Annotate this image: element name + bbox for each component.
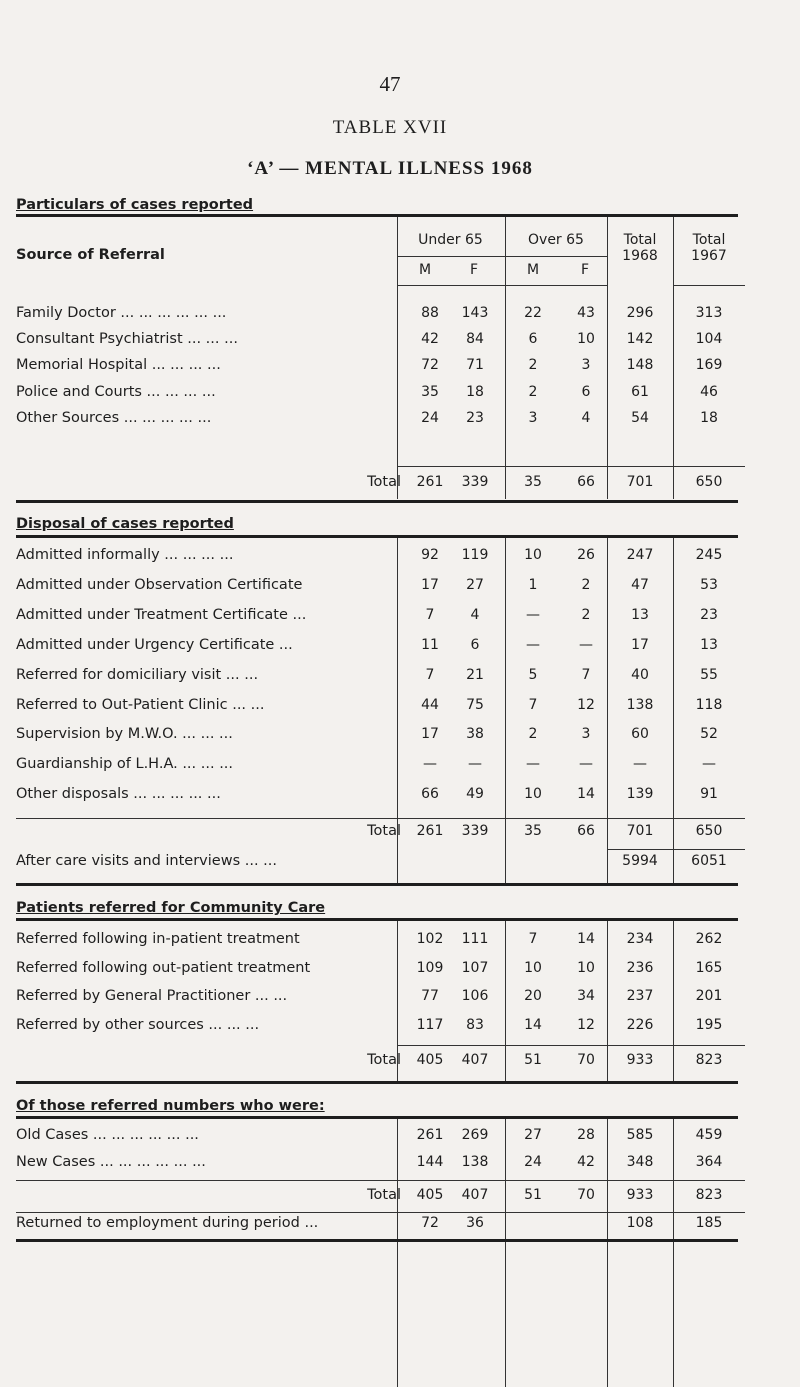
- row-label: After care visits and interviews ... ...: [16, 853, 277, 869]
- cell-u-m: 77: [421, 988, 439, 1004]
- cell-o-m: 10: [524, 786, 542, 803]
- cell-t67: 52: [700, 726, 718, 743]
- cell-u-f: 49: [466, 786, 484, 803]
- cell-t68: 54: [631, 409, 649, 426]
- cell-u-m: 7: [425, 606, 435, 623]
- cell-o-f: 3: [581, 726, 591, 743]
- row-label: Returned to employment during period ...: [16, 1215, 319, 1231]
- cell-t68: 701: [626, 474, 654, 490]
- cell-t67: 245: [695, 547, 723, 563]
- cell-o-m: 24: [524, 1154, 542, 1170]
- cell-t67: 53: [700, 576, 718, 593]
- cell-u-m: 17: [421, 576, 439, 593]
- under65-header: Under 65: [418, 232, 483, 248]
- table-row: [16, 331, 738, 353]
- cell-u-m: 405: [416, 1187, 444, 1203]
- cell-u-m: 92: [421, 547, 439, 563]
- cell-o-m: 20: [524, 988, 542, 1004]
- cell-u-f: 407: [461, 1052, 489, 1068]
- cell-u-f: 38: [466, 726, 484, 743]
- over65-m-header: M: [526, 262, 540, 278]
- cell-u-m: 102: [416, 931, 444, 947]
- cell-t67: 46: [700, 383, 718, 400]
- table-subtitle: ‘A’ — MENTAL ILLNESS 1968: [247, 158, 533, 179]
- header-sub-rule: [397, 256, 607, 257]
- cell-u-m: 72: [421, 1215, 439, 1231]
- section-rule: [16, 918, 738, 921]
- table-row: [16, 756, 738, 778]
- cell-t67: 13: [700, 636, 718, 653]
- row-label: Referred to Out-Patient Clinic ... ...: [16, 696, 265, 713]
- cell-t67: 364: [695, 1154, 723, 1170]
- cell-u-m: —: [423, 756, 437, 773]
- cell-o-f: 14: [577, 931, 595, 947]
- row-label: Other disposals ... ... ... ... ...: [16, 786, 221, 803]
- total-row: [16, 1187, 738, 1209]
- cell-o-m: 1: [528, 576, 538, 593]
- cell-u-m: 66: [421, 786, 439, 803]
- total-label: Total: [367, 1187, 401, 1203]
- total-row: [16, 474, 738, 496]
- cell-t68: 138: [626, 696, 654, 713]
- cell-u-f: 23: [466, 409, 484, 426]
- cell-o-m: 2: [528, 357, 538, 374]
- cell-o-f: —: [579, 636, 593, 653]
- row-label: Memorial Hospital ... ... ... ...: [16, 357, 221, 374]
- over65-f-header: F: [580, 262, 590, 278]
- cell-o-f: 10: [577, 959, 595, 976]
- cell-u-m: 44: [421, 696, 439, 713]
- cell-t67: 823: [695, 1187, 723, 1203]
- cell-u-f: 75: [466, 696, 484, 713]
- cell-u-m: 261: [416, 1127, 444, 1143]
- table-row: [16, 547, 738, 569]
- cell-t68: 348: [626, 1154, 654, 1170]
- cell-u-m: 117: [416, 1016, 444, 1033]
- section-heading-particulars: Particulars of cases reported: [16, 197, 254, 213]
- row-label: Referred following in-patient treatment: [16, 931, 300, 947]
- cell-t67: 104: [695, 331, 723, 348]
- cell-t67: 313: [695, 305, 723, 321]
- cell-u-f: 107: [461, 959, 489, 976]
- cell-t67: 91: [700, 786, 718, 803]
- cell-o-m: —: [526, 756, 540, 773]
- cell-t67: 55: [700, 666, 718, 683]
- under65-f-header: F: [469, 262, 479, 278]
- table-title: TABLE XVII: [332, 117, 448, 138]
- row-label: Guardianship of L.H.A. ... ... ...: [16, 756, 234, 773]
- row-label: Consultant Psychiatrist ... ... ...: [16, 331, 238, 348]
- cell-u-f: 138: [461, 1154, 489, 1170]
- cell-t68: 237: [626, 988, 654, 1004]
- cell-t68: 933: [626, 1052, 654, 1068]
- table-row: [16, 384, 738, 406]
- total-rule: [397, 1045, 745, 1046]
- table-row: [16, 357, 738, 379]
- total-row: [16, 1052, 738, 1074]
- cell-u-m: 88: [421, 305, 439, 321]
- cell-u-m: 7: [425, 666, 435, 683]
- cell-o-f: 14: [577, 786, 595, 803]
- cell-u-f: 83: [466, 1016, 484, 1033]
- cell-o-f: 12: [577, 1016, 595, 1033]
- row-label: Referred by other sources ... ... ...: [16, 1016, 260, 1033]
- cell-u-m: 261: [416, 474, 444, 490]
- section-rule: [16, 535, 738, 538]
- under65-m-header: M: [418, 262, 432, 278]
- header-under-rule: [397, 285, 607, 286]
- cell-o-m: 51: [524, 1187, 542, 1203]
- cell-o-m: 51: [524, 1052, 542, 1068]
- cell-t68: 236: [626, 959, 654, 976]
- table-row: [16, 667, 738, 689]
- row-label: Referred by General Practitioner ... ...: [16, 988, 288, 1004]
- table-row: [16, 960, 738, 982]
- section-heading-community-care: Patients referred for Community Care: [16, 900, 326, 916]
- cell-o-f: 26: [577, 547, 595, 563]
- cell-o-f: 4: [581, 409, 591, 426]
- table-row: [16, 1017, 738, 1039]
- total-label: Total: [367, 1052, 401, 1068]
- page-number: 47: [379, 72, 401, 96]
- cell-t67: —: [702, 756, 716, 773]
- over65-header: Over 65: [528, 232, 584, 248]
- cell-t68: 108: [626, 1215, 654, 1231]
- cell-t68: 40: [631, 666, 649, 683]
- cell-o-m: 10: [524, 547, 542, 563]
- cell-t67: 23: [700, 606, 718, 623]
- cell-o-m: 35: [524, 474, 542, 490]
- table-row: [16, 1215, 738, 1237]
- section-rule: [16, 883, 738, 886]
- row-label: Referred following out-patient treatment: [16, 959, 311, 976]
- cell-t68: 17: [631, 636, 649, 653]
- cell-o-m: 5: [528, 666, 538, 683]
- row-label: Supervision by M.W.O. ... ... ...: [16, 726, 233, 743]
- cell-o-m: 27: [524, 1127, 542, 1143]
- cell-t68: 226: [626, 1016, 654, 1033]
- cell-t67: 459: [695, 1127, 723, 1143]
- cell-u-f: 143: [461, 305, 489, 321]
- total-rule: [16, 818, 745, 819]
- cell-t67: 169: [695, 357, 723, 374]
- cell-u-f: 119: [461, 547, 489, 563]
- cell-o-f: 10: [577, 331, 595, 348]
- cell-u-m: 35: [421, 383, 439, 400]
- cell-t67: 650: [695, 823, 723, 839]
- cell-o-m: 2: [528, 383, 538, 400]
- cell-o-f: 6: [581, 383, 591, 400]
- row-label: Police and Courts ... ... ... ...: [16, 383, 216, 400]
- table-row: [16, 410, 738, 432]
- table-row: [16, 1127, 738, 1149]
- cell-o-f: 28: [577, 1127, 595, 1143]
- row-label: Old Cases ... ... ... ... ... ...: [16, 1127, 199, 1143]
- cell-t67: 650: [695, 474, 723, 490]
- cell-u-f: 21: [466, 666, 484, 683]
- table-row: [16, 726, 738, 748]
- table-row: [16, 853, 738, 875]
- cell-u-f: 407: [461, 1187, 489, 1203]
- cell-t68: 933: [626, 1187, 654, 1203]
- source-of-referral-header: Source of Referral: [16, 247, 165, 263]
- cell-o-m: —: [526, 636, 540, 653]
- table-row: [16, 1154, 738, 1176]
- total-row: [16, 823, 738, 845]
- cell-o-m: 35: [524, 823, 542, 839]
- cell-o-f: 66: [577, 823, 595, 839]
- cell-o-m: 3: [528, 409, 538, 426]
- cell-t68: 296: [626, 305, 654, 321]
- cell-t68: —: [633, 756, 647, 773]
- cell-o-f: 3: [581, 357, 591, 374]
- table-row: [16, 577, 738, 599]
- cell-t67: 118: [695, 696, 723, 713]
- total-rule: [607, 849, 745, 850]
- cell-u-f: —: [468, 756, 482, 773]
- cell-t67: 201: [695, 988, 723, 1004]
- cell-o-f: 70: [577, 1052, 595, 1068]
- table-row: [16, 607, 738, 629]
- row-label: Admitted under Urgency Certificate ...: [16, 636, 293, 653]
- row-label: New Cases ... ... ... ... ... ...: [16, 1154, 206, 1170]
- cell-u-f: 106: [461, 988, 489, 1004]
- cell-u-m: 11: [421, 636, 439, 653]
- cell-u-f: 84: [466, 331, 484, 348]
- cell-o-f: 2: [581, 576, 591, 593]
- cell-t68: 585: [626, 1127, 654, 1143]
- cell-u-m: 17: [421, 726, 439, 743]
- header-under-rule-1967: [673, 285, 745, 286]
- section-rule: [16, 1116, 738, 1119]
- top-rule: [16, 214, 738, 217]
- row-label: Referred for domiciliary visit ... ...: [16, 666, 259, 683]
- section-rule: [16, 1081, 738, 1084]
- cell-o-m: 10: [524, 959, 542, 976]
- cell-u-f: 4: [470, 606, 480, 623]
- cell-o-f: 2: [581, 606, 591, 623]
- cell-t68: 5994: [622, 853, 658, 869]
- cell-t67: 195: [695, 1016, 723, 1033]
- cell-t67: 165: [695, 959, 723, 976]
- cell-u-f: 18: [466, 383, 484, 400]
- cell-u-m: 24: [421, 409, 439, 426]
- cell-u-f: 111: [461, 931, 489, 947]
- total-label: Total: [367, 474, 401, 490]
- cell-t68: 142: [626, 331, 654, 348]
- table-row: [16, 786, 738, 808]
- cell-u-f: 269: [461, 1127, 489, 1143]
- total-1968-header: Total 1968: [622, 232, 658, 264]
- total-label: Total: [367, 823, 401, 839]
- cell-u-m: 109: [416, 959, 444, 976]
- section-heading-referred-numbers: Of those referred numbers who were:: [16, 1098, 325, 1114]
- cell-t67: 262: [695, 931, 723, 947]
- table-row: [16, 305, 738, 327]
- cell-t68: 139: [626, 786, 654, 803]
- row-label: Family Doctor ... ... ... ... ... ...: [16, 305, 227, 321]
- cell-t68: 60: [631, 726, 649, 743]
- total-rule: [16, 1180, 745, 1181]
- cell-u-f: 339: [461, 474, 489, 490]
- row-label: Admitted under Treatment Certificate ...: [16, 606, 307, 623]
- cell-u-m: 72: [421, 357, 439, 374]
- cell-t67: 185: [695, 1215, 723, 1231]
- cell-o-f: 7: [581, 666, 591, 683]
- cell-t68: 47: [631, 576, 649, 593]
- table-row: [16, 988, 738, 1010]
- cell-o-f: 34: [577, 988, 595, 1004]
- cell-u-m: 42: [421, 331, 439, 348]
- returned-rule: [16, 1212, 745, 1213]
- cell-t67: 18: [700, 409, 718, 426]
- cell-o-m: 7: [528, 696, 538, 713]
- cell-o-m: 7: [528, 931, 538, 947]
- bottom-rule: [16, 1239, 738, 1242]
- cell-u-f: 6: [470, 636, 480, 653]
- cell-u-m: 261: [416, 823, 444, 839]
- cell-o-f: 70: [577, 1187, 595, 1203]
- section-rule: [16, 500, 738, 503]
- cell-t67: 823: [695, 1052, 723, 1068]
- row-label: Other Sources ... ... ... ... ...: [16, 409, 212, 426]
- cell-o-f: 66: [577, 474, 595, 490]
- cell-t68: 701: [626, 823, 654, 839]
- cell-t68: 13: [631, 606, 649, 623]
- table-row: [16, 697, 738, 719]
- section-heading-disposal: Disposal of cases reported: [16, 516, 234, 532]
- total-1967-header: Total 1967: [691, 232, 727, 264]
- cell-o-m: 14: [524, 1016, 542, 1033]
- cell-o-m: —: [526, 606, 540, 623]
- row-label: Admitted informally ... ... ... ...: [16, 547, 234, 563]
- cell-u-m: 144: [416, 1154, 444, 1170]
- cell-u-m: 405: [416, 1052, 444, 1068]
- cell-o-f: 42: [577, 1154, 595, 1170]
- table-row: [16, 931, 738, 953]
- cell-u-f: 27: [466, 576, 484, 593]
- total-rule: [397, 466, 745, 467]
- cell-t68: 148: [626, 357, 654, 374]
- cell-u-f: 339: [461, 823, 489, 839]
- cell-u-f: 36: [466, 1215, 484, 1231]
- table-row: [16, 637, 738, 659]
- cell-o-f: —: [579, 756, 593, 773]
- cell-t67: 6051: [691, 853, 727, 869]
- cell-o-m: 22: [524, 305, 542, 321]
- row-label: Admitted under Observation Certificate: [16, 576, 303, 593]
- cell-t68: 234: [626, 931, 654, 947]
- cell-o-f: 12: [577, 696, 595, 713]
- cell-u-f: 71: [466, 357, 484, 374]
- cell-o-m: 2: [528, 726, 538, 743]
- cell-o-f: 43: [577, 305, 595, 321]
- cell-t68: 61: [631, 383, 649, 400]
- cell-t68: 247: [626, 547, 654, 563]
- cell-o-m: 6: [528, 331, 538, 348]
